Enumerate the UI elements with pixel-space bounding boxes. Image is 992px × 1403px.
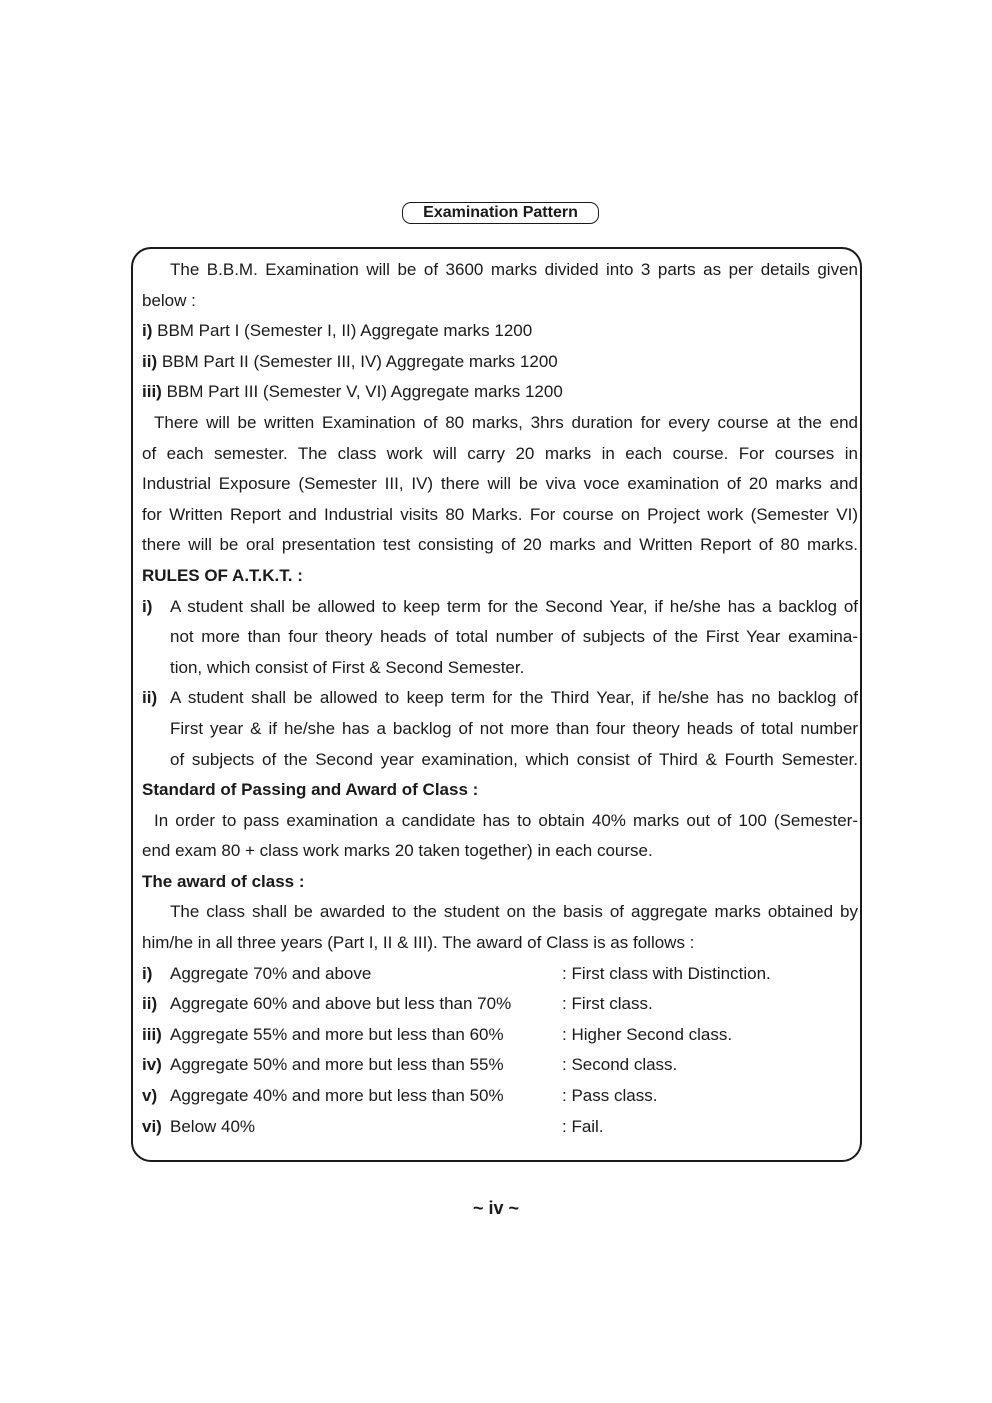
class-result: : Second class. <box>562 1055 678 1075</box>
class-num: iii) <box>142 1024 162 1044</box>
class-num: v) <box>142 1086 158 1106</box>
class-row <box>142 989 858 1020</box>
written-line: Industrial Exposure (Semester III, IV) there will be viva voce examination of 20 marks and <box>142 474 858 494</box>
class-desc: Aggregate 70% and above <box>170 963 372 983</box>
rule-line: A student shall be allowed to keep term for the Second Year, if he/she has a backlog of <box>170 596 858 616</box>
rule-num: i) <box>142 596 153 616</box>
award-heading-text: The award of class : <box>142 871 305 891</box>
award-line: The class shall be awarded to the student on the basis of aggregate marks obtained by <box>170 902 858 922</box>
written-line: for Written Report and Industrial visits 80 Marks. For course on Project work (Semester VI) <box>142 504 858 524</box>
class-row <box>142 959 858 990</box>
part-item <box>142 377 858 408</box>
class-desc: Below 40% <box>170 1116 256 1136</box>
part-text: BBM Part III (Semester V, VI) Aggregate marks 1200 <box>166 382 563 402</box>
part-num: i) <box>142 321 153 341</box>
class-result: : First class. <box>562 994 653 1014</box>
part-num: ii) <box>142 351 158 371</box>
part-text: BBM Part I (Semester I, II) Aggregate marks 1200 <box>157 321 533 341</box>
part-text: BBM Part II (Semester III, IV) Aggregate marks 1200 <box>161 351 558 371</box>
atkt-heading-text: RULES OF A.T.K.T. : <box>142 565 303 585</box>
award-heading <box>142 867 858 898</box>
atkt-rule <box>142 592 858 684</box>
rule-line: A student shall be allowed to keep term for the Third Year, if he/she has no backlog of <box>170 688 858 708</box>
class-row <box>142 1050 858 1081</box>
class-num: ii) <box>142 994 158 1014</box>
class-desc: Aggregate 50% and more but less than 55% <box>170 1055 504 1075</box>
class-row <box>142 1020 858 1051</box>
passing-heading <box>142 775 858 806</box>
passing-line: In order to pass examination a candidate has to obtain 40% marks out of 100 (Semester- <box>154 810 858 830</box>
class-result: : First class with Distinction. <box>562 963 771 983</box>
page-title: Examination Pattern <box>402 202 599 224</box>
rule-line: not more than four theory heads of total number of subjects of the First Year examina- <box>170 627 858 647</box>
rule-line: First year & if he/she has a backlog of not more than four theory heads of total number <box>170 718 858 738</box>
award-line: him/he in all three years (Part I, II & III). The award of Class is as follows : <box>142 933 695 953</box>
class-result: : Fail. <box>562 1116 604 1136</box>
class-desc: Aggregate 60% and above but less than 70% <box>170 994 512 1014</box>
class-num: iv) <box>142 1055 162 1075</box>
passing-line: end exam 80 + class work marks 20 taken together) in each course. <box>142 841 653 861</box>
class-result: : Higher Second class. <box>562 1024 733 1044</box>
written-line: of each semester. The class work will carry 20 marks in each course. For courses in <box>142 443 858 463</box>
content-body <box>142 255 858 1142</box>
class-num: vi) <box>142 1116 162 1136</box>
class-result: : Pass class. <box>562 1086 658 1106</box>
written-line: There will be written Examination of 80 marks, 3hrs duration for every course at the end <box>154 412 858 432</box>
class-desc: Aggregate 55% and more but less than 60% <box>170 1024 504 1044</box>
intro-line-2: below : <box>142 290 196 310</box>
page-number: ~ iv ~ <box>472 1198 520 1218</box>
part-num: iii) <box>142 382 162 402</box>
rule-line: tion, which consist of First & Second Semester. <box>170 657 525 677</box>
atkt-rule <box>142 683 858 775</box>
written-line: there will be oral presentation test consisting of 20 marks and Written Report of 80 marks. <box>142 535 858 555</box>
rule-num: ii) <box>142 688 158 708</box>
passing-heading-text: Standard of Passing and Award of Class : <box>142 780 479 800</box>
class-row <box>142 1112 858 1143</box>
rule-line: of subjects of the Second year examination, which consist of Third & Fourth Semester. <box>170 749 858 769</box>
class-row <box>142 1081 858 1112</box>
part-item <box>142 347 858 378</box>
class-desc: Aggregate 40% and more but less than 50% <box>170 1086 504 1106</box>
intro-line-1: The B.B.M. Examination will be of 3600 marks divided into 3 parts as per details given <box>170 260 858 279</box>
atkt-heading <box>142 561 858 592</box>
class-num: i) <box>142 963 153 983</box>
part-item <box>142 316 858 347</box>
